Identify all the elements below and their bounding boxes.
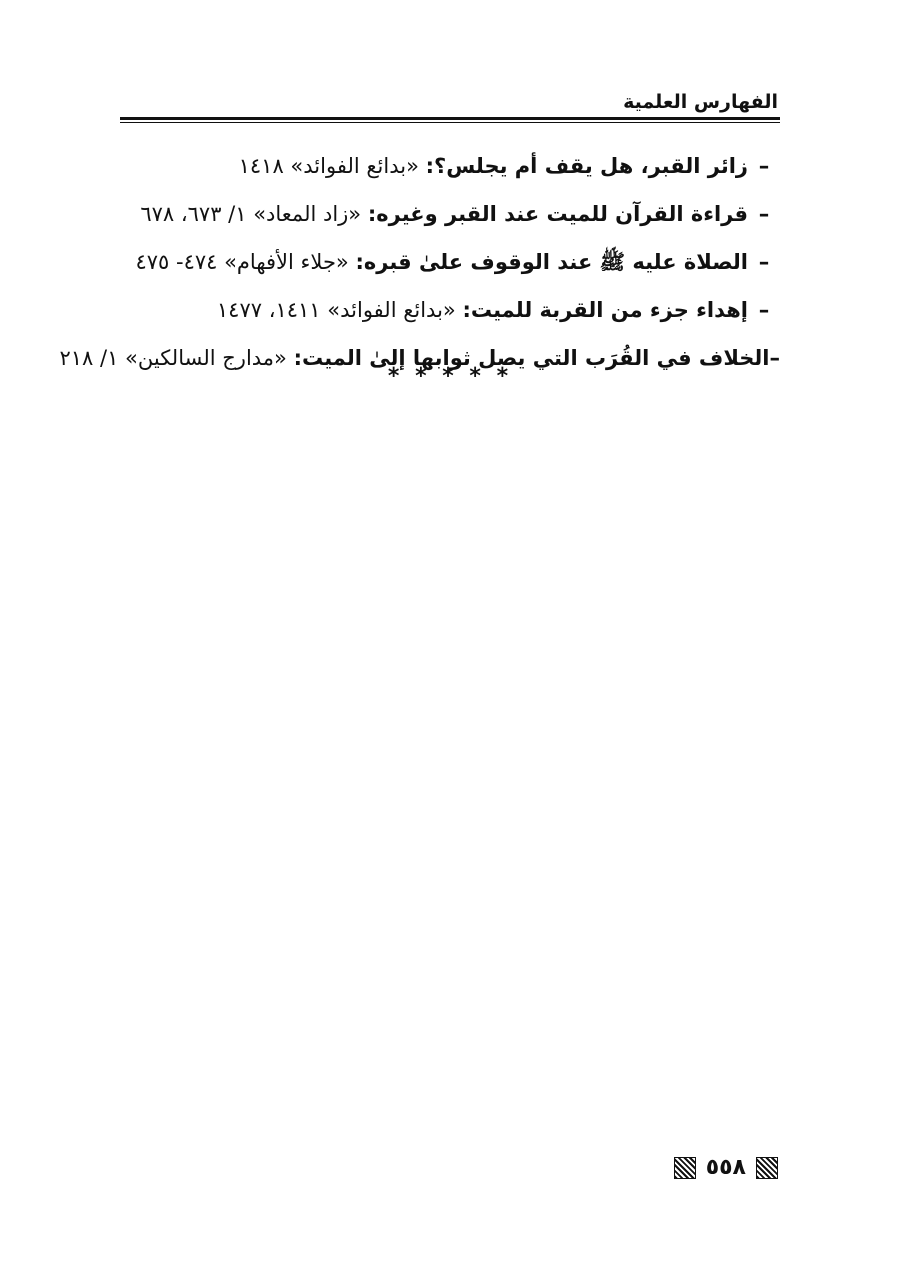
entry-dash: – — [758, 154, 770, 178]
index-entry — [80, 190, 780, 238]
entry-topic: قراءة القرآن للميت عند القبر وغيره: — [367, 202, 748, 226]
ornament-icon — [674, 1157, 696, 1179]
section-separator: * * * * * — [387, 364, 513, 389]
entry-topic: زائر القبر، هل يقف أم يجلس؟: — [425, 154, 748, 178]
index-entries — [59, 142, 780, 382]
entry-source: «بدائع الفوائد» ١٤١١، ١٤٧٧ — [216, 298, 456, 322]
running-header: الفهارس العلمية — [623, 91, 778, 113]
entry-dash: – — [769, 346, 780, 370]
entry-source: «زاد المعاد» ١/ ٦٧٣، ٦٧٨ — [140, 202, 362, 226]
index-entry — [80, 142, 780, 190]
index-entry — [80, 286, 780, 334]
entry-dash: – — [758, 298, 770, 322]
entry-topic: إهداء جزء من القربة للميت: — [462, 298, 748, 322]
entry-dash: – — [758, 250, 770, 274]
page-number: ٥٥٨ — [705, 1155, 746, 1180]
entry-source: «جلاء الأفهام» ٤٧٤- ٤٧٥ — [135, 250, 349, 274]
entry-topic: الخلاف في القُرَب التي يصل ثوابها إلىٰ الميت: — [293, 346, 770, 370]
header-rule-thin — [120, 122, 780, 123]
ornament-icon — [756, 1157, 778, 1179]
entry-source: «مدارج السالكين» ١/ ٢١٨ — [59, 346, 287, 370]
entry-dash: – — [758, 202, 770, 226]
index-entry — [80, 238, 780, 286]
entry-source: «بدائع الفوائد» ١٤١٨ — [238, 154, 419, 178]
header-rule-thick — [120, 117, 780, 120]
entry-topic: الصلاة عليه ﷺ عند الوقوف علىٰ قبره: — [355, 250, 748, 274]
page-footer — [674, 1152, 778, 1184]
